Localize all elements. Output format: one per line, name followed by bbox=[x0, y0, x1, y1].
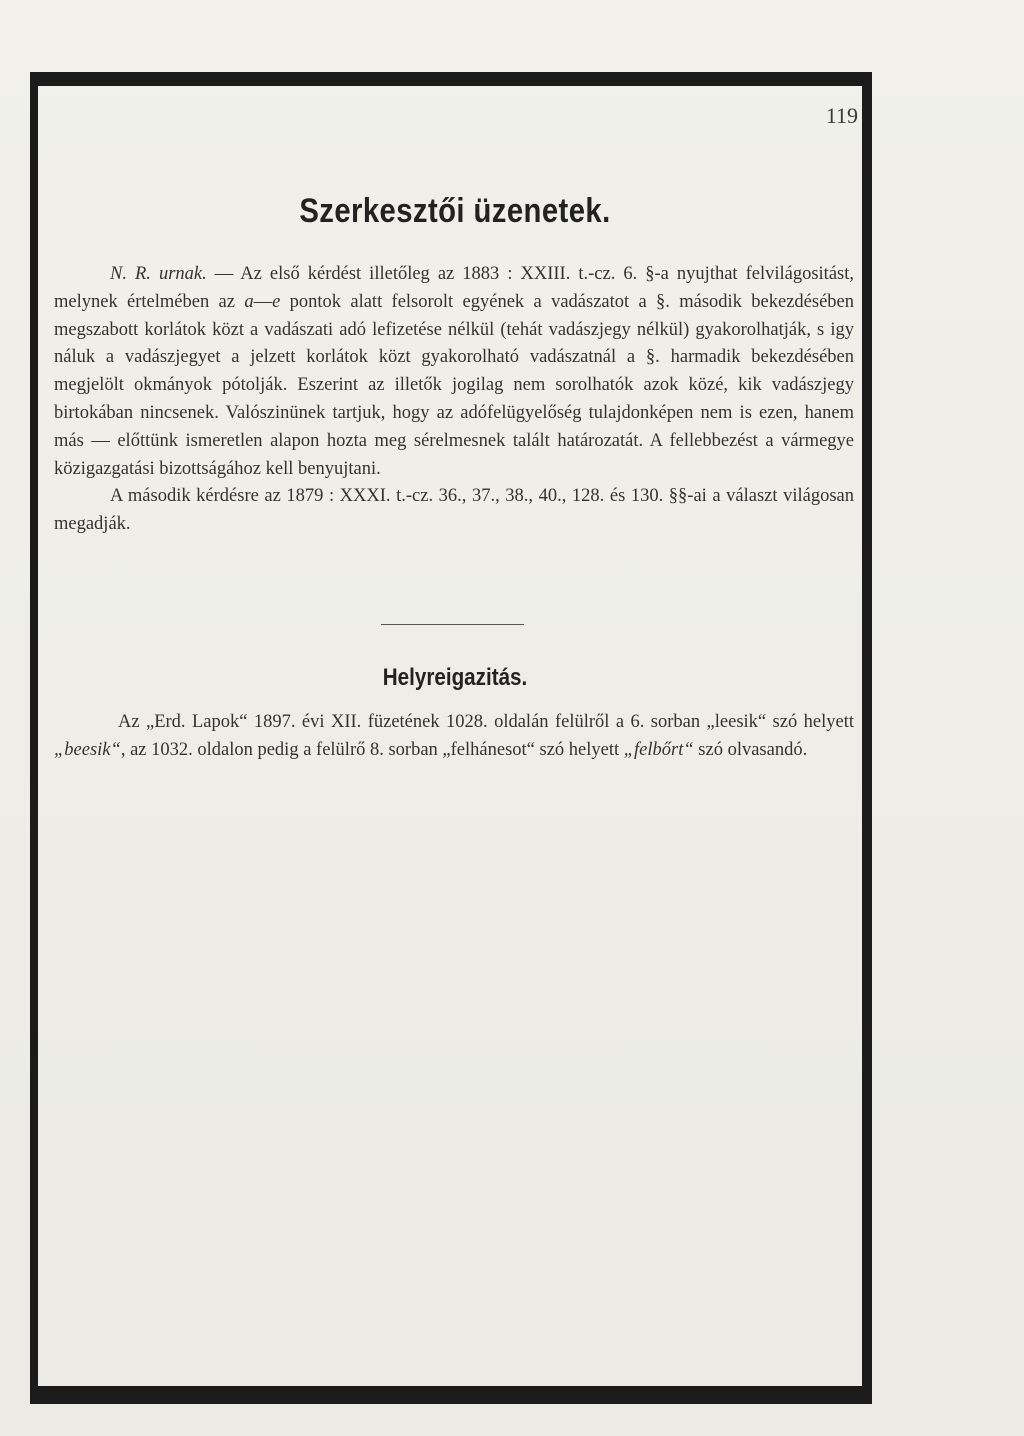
correction-notice bbox=[54, 709, 854, 765]
correction-paragraph bbox=[54, 709, 854, 765]
border-left bbox=[30, 72, 38, 1404]
section-divider bbox=[381, 624, 524, 625]
correction-text-3: szó olvasandó. bbox=[693, 739, 808, 760]
point-a: a bbox=[244, 291, 254, 312]
section-title: Helyreigazitás. bbox=[382, 664, 528, 691]
correction-text-1: Az „Erd. Lapok“ 1897. évi XII. füzetének 1028. oldalán felülről a 6. sorban „leesik“ szó helyett bbox=[118, 712, 854, 732]
border-right bbox=[862, 72, 872, 1404]
editorial-reply bbox=[54, 261, 854, 539]
page-title: Szerkesztői üzenetek. bbox=[299, 192, 611, 230]
reply-text-1a: — Az első kérdést illetőleg az 1883 : XXIII. t.-cz. 6. §-a nyujthat felvilágositást, melynek értelmében az bbox=[54, 264, 854, 312]
border-top bbox=[32, 72, 868, 86]
point-e: e bbox=[272, 291, 281, 312]
corrected-word-2: „felbőrt“ bbox=[623, 739, 694, 760]
point-dash: — bbox=[253, 291, 273, 312]
reply-paragraph-2: A második kérdésre az 1879 : XXXI. t.-cz. 36., 37., 38., 40., 128. és 130. §§-ai a választ világosan megadják. bbox=[54, 486, 854, 535]
page-number: 119 bbox=[825, 103, 858, 128]
corrected-word-1: „beesik“ bbox=[54, 739, 121, 760]
reply-text-1b: pontok alatt felsorolt egyének a vadászatot a §. második bekezdésében megszabott korlátok közt a vadászati adó lefizetése nélkül (tehát vadászjegy nélkül) gyakorolhatják, s igy náluk a vadászjegyet a jelzett korlátok közt gyakorolható vadászatnál a §. harmadik bekezdésében megjelölt okmányok pótolják. Eszerint az illetők jogilag nem sorolhatók azok közé, kik vadászjegy birtokában nincsenek. Valószinünek tartjuk, hogy az adófelügyelőség tulajdonképen nem is ezen, hanem más — előttünk ismeretlen alapon hozta meg sérelmesnek talált határozatát. A fellebbezést a vármegye közigazgatási bizottságához kell benyujtani. bbox=[54, 291, 854, 479]
border-bottom bbox=[32, 1386, 868, 1404]
reply-paragraph-1 bbox=[54, 261, 854, 483]
correction-text-2: , az 1032. oldalon pedig a felülrő 8. sorban „felhánesot“ szó helyett bbox=[120, 739, 624, 760]
addressee: N. R. urnak. bbox=[110, 264, 207, 284]
